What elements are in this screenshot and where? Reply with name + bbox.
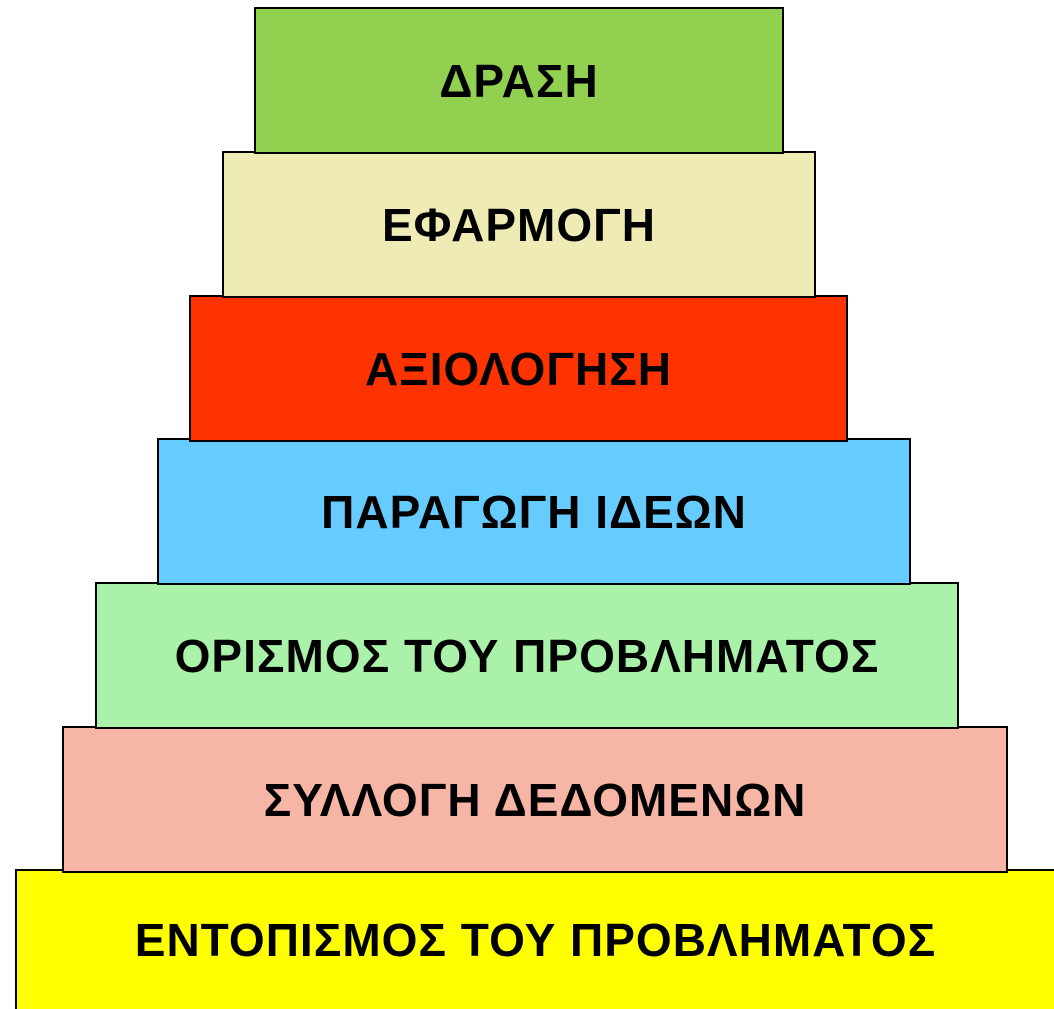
pyramid-level-application — [222, 151, 816, 298]
pyramid-level-label: ΔΡΑΣΗ — [439, 54, 599, 107]
pyramid-level-evaluation — [189, 295, 848, 442]
pyramid-level-label: ΣΥΛΛΟΓΗ ΔΕΔΟΜΕΝΩΝ — [263, 773, 807, 826]
pyramid-level-identification — [15, 869, 1054, 1009]
pyramid-level-idea-generation — [157, 438, 911, 585]
pyramid-level-definition — [95, 582, 959, 729]
pyramid-level-label: ΕΦΑΡΜΟΓΗ — [381, 198, 657, 251]
pyramid-level-label: ΑΞΙΟΛΟΓΗΣΗ — [364, 342, 673, 395]
pyramid-level-label: ΕΝΤΟΠΙΣΜΟΣ ΤΟΥ ΠΡΟΒΛΗΜΑΤΟΣ — [134, 914, 937, 966]
pyramid-level-action — [254, 7, 784, 154]
pyramid-level-data-collection — [62, 726, 1008, 873]
pyramid-level-label: ΟΡΙΣΜΟΣ ΤΟΥ ΠΡΟΒΛΗΜΑΤΟΣ — [174, 629, 880, 682]
pyramid-level-label: ΠΑΡΑΓΩΓΗ ΙΔΕΩΝ — [321, 485, 747, 538]
